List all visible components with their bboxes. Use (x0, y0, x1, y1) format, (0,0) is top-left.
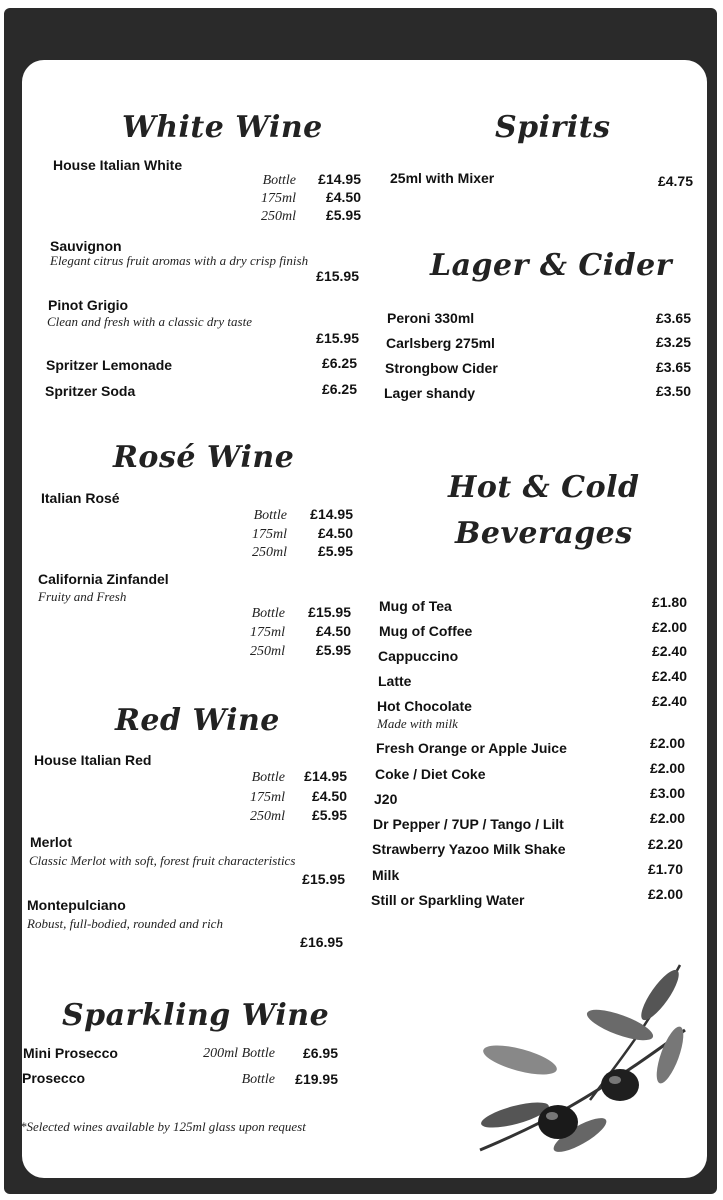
beverage-item-name: J20 (374, 791, 398, 807)
lager-item-price: £3.65 (655, 359, 691, 375)
beverage-item-price: £1.80 (651, 594, 687, 610)
white-house-size-bottle: Bottle (262, 173, 296, 188)
red-wine-heading: Red Wine (115, 703, 280, 738)
red-house-size-175: 175ml (250, 790, 285, 805)
red-house-price-bottle: £14.95 (304, 768, 347, 784)
lager-item-price: £3.50 (655, 383, 691, 399)
zinfandel-size-bottle: Bottle (251, 606, 285, 621)
beverage-item-price: £2.40 (651, 693, 687, 709)
red-house-price-175: £4.50 (311, 788, 347, 804)
beverage-item-name: Hot Chocolate (377, 698, 472, 714)
house-italian-white-name: House Italian White (53, 157, 183, 173)
beverages-heading-line1: Hot & Cold (448, 470, 640, 505)
mini-prosecco-price: £6.95 (302, 1045, 338, 1061)
zinfandel-desc: Fruity and Fresh (38, 589, 127, 604)
lager-item-name: Strongbow Cider (385, 360, 498, 376)
sauvignon-price: £15.95 (316, 268, 359, 284)
italian-rose-price-175: £4.50 (317, 525, 353, 541)
beverage-item-name: Mug of Coffee (379, 623, 473, 639)
red-house-price-250: £5.95 (311, 807, 347, 823)
lager-item-name: Carlsberg 275ml (386, 335, 495, 351)
mini-prosecco-name: Mini Prosecco (23, 1045, 118, 1061)
sparkling-wine-heading: Sparkling Wine (62, 998, 330, 1033)
white-house-size-250: 250ml (261, 209, 296, 224)
beverage-item-price: £2.40 (651, 668, 687, 684)
prosecco-size: Bottle (241, 1072, 275, 1087)
italian-rose-size-250: 250ml (252, 545, 287, 560)
red-house-size-bottle: Bottle (251, 770, 285, 785)
beverage-item-name: Dr Pepper / 7UP / Tango / Lilt (373, 816, 564, 832)
beverage-item-name: Coke / Diet Coke (375, 766, 486, 782)
zinfandel-size-175: 175ml (250, 625, 285, 640)
beverage-item-name: Cappuccino (378, 648, 459, 664)
beverage-item-price: £1.70 (647, 861, 683, 877)
spritzer-lemonade-name: Spritzer Lemonade (46, 357, 173, 373)
prosecco-name: Prosecco (22, 1070, 86, 1086)
italian-rose-name: Italian Rosé (41, 490, 120, 506)
white-house-price-250: £5.95 (325, 207, 361, 223)
house-italian-red-name: House Italian Red (34, 752, 152, 768)
zinfandel-price-175: £4.50 (315, 623, 351, 639)
lager-item-name: Lager shandy (384, 385, 476, 401)
olive-branch-icon (470, 960, 700, 1170)
lager-heading: Lager & Cider (430, 248, 673, 283)
white-house-price-bottle: £14.95 (318, 171, 361, 187)
lager-item-name: Peroni 330ml (387, 310, 475, 326)
beverage-item-name: Fresh Orange or Apple Juice (376, 740, 567, 756)
beverage-item-price: £2.00 (649, 810, 685, 826)
beverage-item-price: £2.00 (647, 886, 683, 902)
spirit-item-price: £4.75 (657, 173, 693, 189)
zinfandel-name: California Zinfandel (38, 571, 169, 587)
prosecco-price: £19.95 (295, 1071, 338, 1087)
merlot-price: £15.95 (302, 871, 345, 887)
beverage-item-price: £2.00 (649, 760, 685, 776)
beverage-item-price: £2.00 (651, 619, 687, 635)
mini-prosecco-size: 200ml Bottle (203, 1046, 275, 1061)
beverage-item-price: £3.00 (649, 785, 685, 801)
rose-wine-heading: Rosé Wine (113, 440, 295, 475)
beverage-item-name: Milk (372, 867, 400, 883)
spirits-heading: Spirits (495, 110, 611, 145)
beverage-item-name: Still or Sparkling Water (371, 892, 525, 908)
lager-item-price: £3.25 (655, 334, 691, 350)
beverage-item-price: £2.20 (647, 836, 683, 852)
red-house-size-250: 250ml (250, 809, 285, 824)
pinot-grigio-desc: Clean and fresh with a classic dry taste (47, 314, 252, 329)
hot-chocolate-note: Made with milk (377, 716, 458, 731)
montepulciano-desc: Robust, full-bodied, rounded and rich (27, 916, 223, 931)
pinot-grigio-price: £15.95 (316, 330, 359, 346)
beverage-item-price: £2.40 (651, 643, 687, 659)
beverage-item-name: Strawberry Yazoo Milk Shake (372, 841, 566, 857)
white-house-price-175: £4.50 (325, 189, 361, 205)
beverage-item-name: Mug of Tea (379, 598, 452, 614)
merlot-desc: Classic Merlot with soft, forest fruit characteristics (29, 853, 296, 868)
italian-rose-size-bottle: Bottle (253, 508, 287, 523)
italian-rose-price-250: £5.95 (317, 543, 353, 559)
montepulciano-price: £16.95 (300, 934, 343, 950)
montepulciano-name: Montepulciano (27, 897, 126, 913)
sauvignon-name: Sauvignon (50, 238, 122, 254)
pinot-grigio-name: Pinot Grigio (48, 297, 129, 313)
zinfandel-price-bottle: £15.95 (308, 604, 351, 620)
spritzer-soda-name: Spritzer Soda (45, 383, 136, 399)
zinfandel-price-250: £5.95 (315, 642, 351, 658)
white-wine-heading: White Wine (122, 110, 323, 145)
footnote: *Selected wines available by 125ml glass upon request (20, 1119, 306, 1134)
white-house-size-175: 175ml (261, 191, 296, 206)
beverage-item-name: Latte (378, 673, 412, 689)
spritzer-soda-price: £6.25 (321, 381, 357, 397)
sauvignon-desc: Elegant citrus fruit aromas with a dry crisp finish (50, 253, 309, 268)
beverage-item-price: £2.00 (649, 735, 685, 751)
lager-item-price: £3.65 (655, 310, 691, 326)
italian-rose-size-175: 175ml (252, 527, 287, 542)
italian-rose-price-bottle: £14.95 (310, 506, 353, 522)
spirit-item-name: 25ml with Mixer (390, 170, 495, 186)
spritzer-lemonade-price: £6.25 (321, 355, 357, 371)
zinfandel-size-250: 250ml (250, 644, 285, 659)
merlot-name: Merlot (30, 834, 72, 850)
beverages-heading-line2: Beverages (455, 516, 633, 551)
